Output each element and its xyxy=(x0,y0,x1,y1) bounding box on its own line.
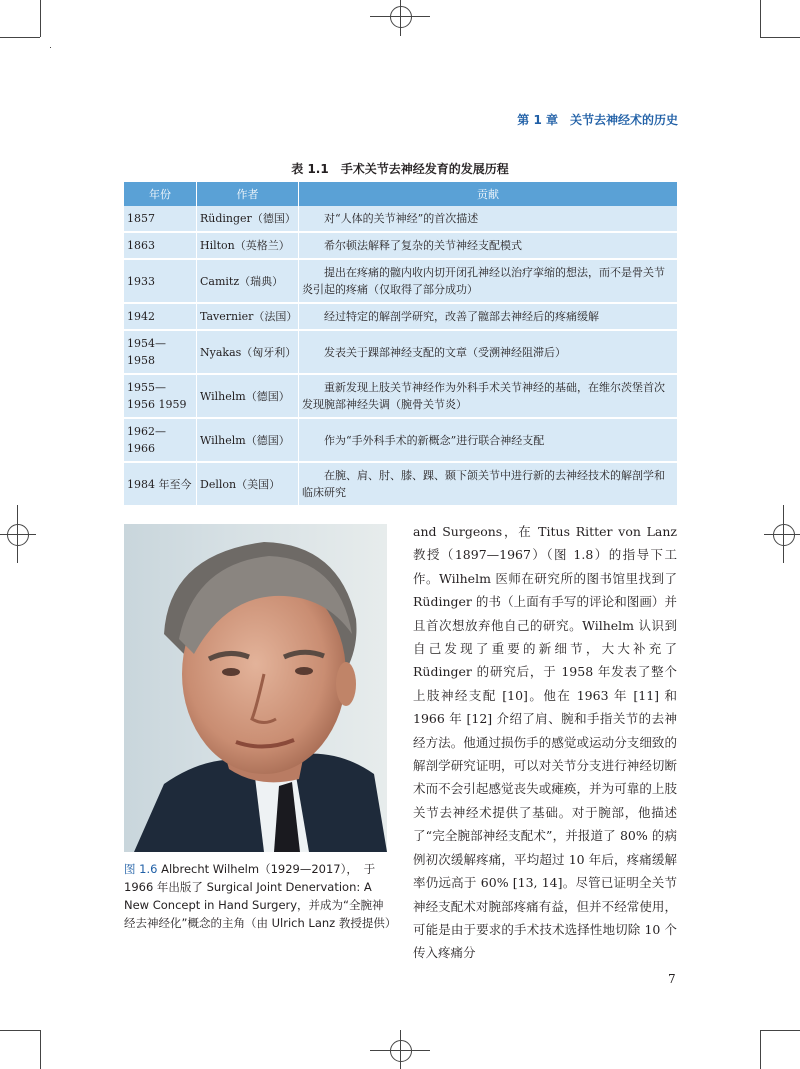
page-number: 7 xyxy=(668,972,676,986)
cell-contribution: 发表关于踝部神经支配的文章（受溯神经阻滞后） xyxy=(299,330,678,374)
cell-author: Rüdinger（德国） xyxy=(197,206,299,232)
cell-author: Hilton（英格兰） xyxy=(197,232,299,259)
table-row xyxy=(124,303,677,330)
cell-contribution: 在腕、肩、肘、膝、踝、颞下颌关节中进行新的去神经技术的解剖学和临床研究 xyxy=(299,462,678,506)
running-head: 第 1 章 关节去神经术的历史 xyxy=(517,113,678,127)
header-author: 作者 xyxy=(197,182,299,206)
table-row xyxy=(124,330,677,374)
figure-label: 图 1.6 xyxy=(124,862,158,876)
cell-contribution: 重新发现上肢关节神经作为外科手术关节神经的基础，在维尔茨堡首次发现腕部神经失调（腕骨关节炎） xyxy=(299,374,678,418)
cell-year: 1954—1958 xyxy=(124,330,197,374)
table-title: 表 1.1 手术关节去神经发育的发展历程 xyxy=(291,162,509,176)
portrait-illustration xyxy=(124,524,387,852)
table-row xyxy=(124,418,677,462)
cell-author: Wilhelm（德国） xyxy=(197,418,299,462)
cell-year: 1962—1966 xyxy=(124,418,197,462)
header-year: 年份 xyxy=(124,182,197,206)
cell-year: 1933 xyxy=(124,259,197,303)
cell-contribution: 作为“手外科手术的新概念”进行联合神经支配 xyxy=(299,418,678,462)
cell-author: Camitz（瑞典） xyxy=(197,259,299,303)
table-row xyxy=(124,206,677,232)
cell-contribution: 经过特定的解剖学研究，改善了髋部去神经后的疼痛缓解 xyxy=(299,303,678,330)
cell-year: 1955—1956 1959 xyxy=(124,374,197,418)
history-table xyxy=(124,182,677,507)
figure-caption xyxy=(124,860,397,932)
cell-year: 1984 年至今 xyxy=(124,462,197,506)
body-paragraph: and Surgeons，在 Titus Ritter von Lanz 教授（1897—1967）（图 1.8）的指导下工作。Wilhelm 医师在研究所的图书馆里找到了 Rüdinger 的书（上面有手写的评论和图画）并且首次想放弃他自己的研究。Wilhelm 认识到自己发现了重要的新细节，大大补充了 Rüdinger 的研究后，于 1958 年发表了整个上肢神经支配 [10]。他在 1963 年 [11] 和 1966 年 [12] 介绍了肩、腕和手指关节的去神经方法。他通过损伤手的感觉或运动分支细致的解剖学研究证明，可以对关节分支进行神经切断术而不会引起感觉丧失或瘫痪，并为可靠的上肢关节去神经术提供了基础。对于腕部，他描述了“完全腕部神经支配术”，并报道了 80% 的病例初次缓解疼痛，平均超过 10 年后，疼痛缓解率仍远高于 60% [13, 14]。尽管已证明全关节神经支配术对腕部疼痛有益，但并不经常使用，可能是由于要求的手术技术选择性地切除 10 个传入疼痛分 xyxy=(413,524,677,961)
cell-contribution: 提出在疼痛的髋内收内切开闭孔神经以治疗挛缩的想法，而不是骨关节炎引起的疼痛（仅取得了部分成功） xyxy=(299,259,678,303)
cell-year: 1863 xyxy=(124,232,197,259)
table-row xyxy=(124,232,677,259)
header-contribution: 贡献 xyxy=(299,182,678,206)
cell-contribution: 对“人体的关节神经”的首次描述 xyxy=(299,206,678,232)
cell-year: 1857 xyxy=(124,206,197,232)
figure-caption-text: Albrecht Wilhelm（1929—2017）， 于 1966 年出版了 Surgical Joint Denervation: A New Concept in Hand Surgery，并成为“全腕神经去神经化”概念的主角（由 Ulrich Lanz 教授提供） xyxy=(124,862,397,930)
table-row xyxy=(124,462,677,506)
cell-author: Wilhelm（德国） xyxy=(197,374,299,418)
cell-contribution: 希尔顿法解释了复杂的关节神经支配模式 xyxy=(299,232,678,259)
cell-year: 1942 xyxy=(124,303,197,330)
table-header-row xyxy=(124,182,677,206)
portrait-photo xyxy=(124,524,387,852)
cell-author: Nyakas（匈牙利） xyxy=(197,330,299,374)
table-row xyxy=(124,259,677,303)
body-column xyxy=(413,520,677,965)
table-row xyxy=(124,374,677,418)
cell-author: Tavernier（法国） xyxy=(197,303,299,330)
cell-author: Dellon（美国） xyxy=(197,462,299,506)
